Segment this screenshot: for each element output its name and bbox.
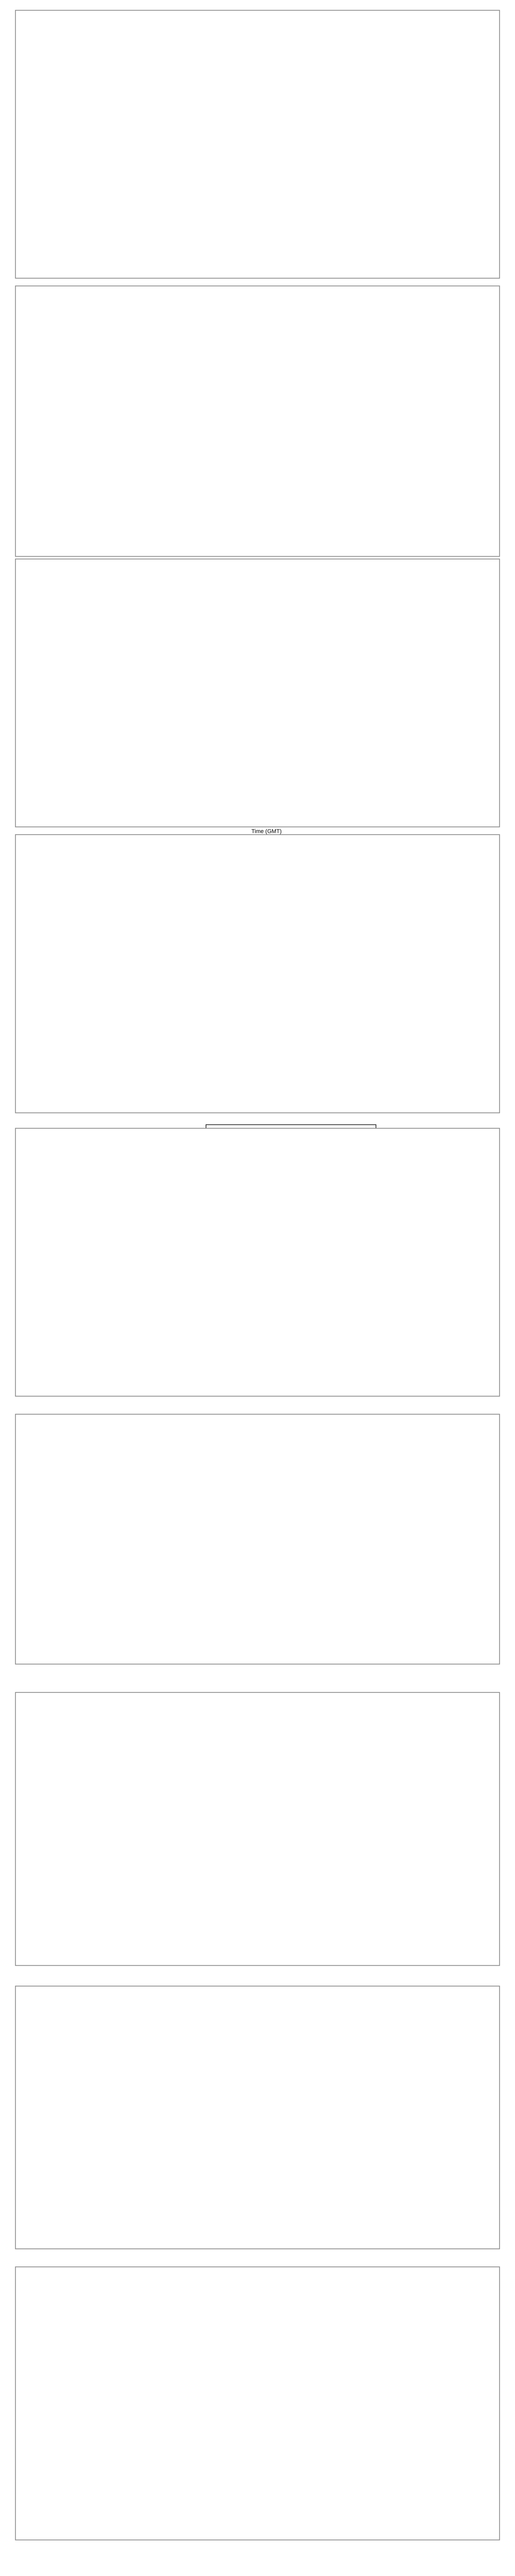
humidity-panel xyxy=(15,286,500,556)
mixing-ratio-panel xyxy=(15,559,500,827)
sunshine-panel xyxy=(15,1692,500,1965)
pressure-panel xyxy=(15,835,500,1113)
mixing-ratio-xlabel: Time (GMT) xyxy=(251,828,282,835)
rainfall-panel xyxy=(15,1414,500,1664)
grass-panel xyxy=(15,1128,500,1396)
wind-speed-panel xyxy=(15,2267,500,2540)
temperature-panel xyxy=(15,10,500,278)
wind-direction-panel xyxy=(15,1986,500,2249)
